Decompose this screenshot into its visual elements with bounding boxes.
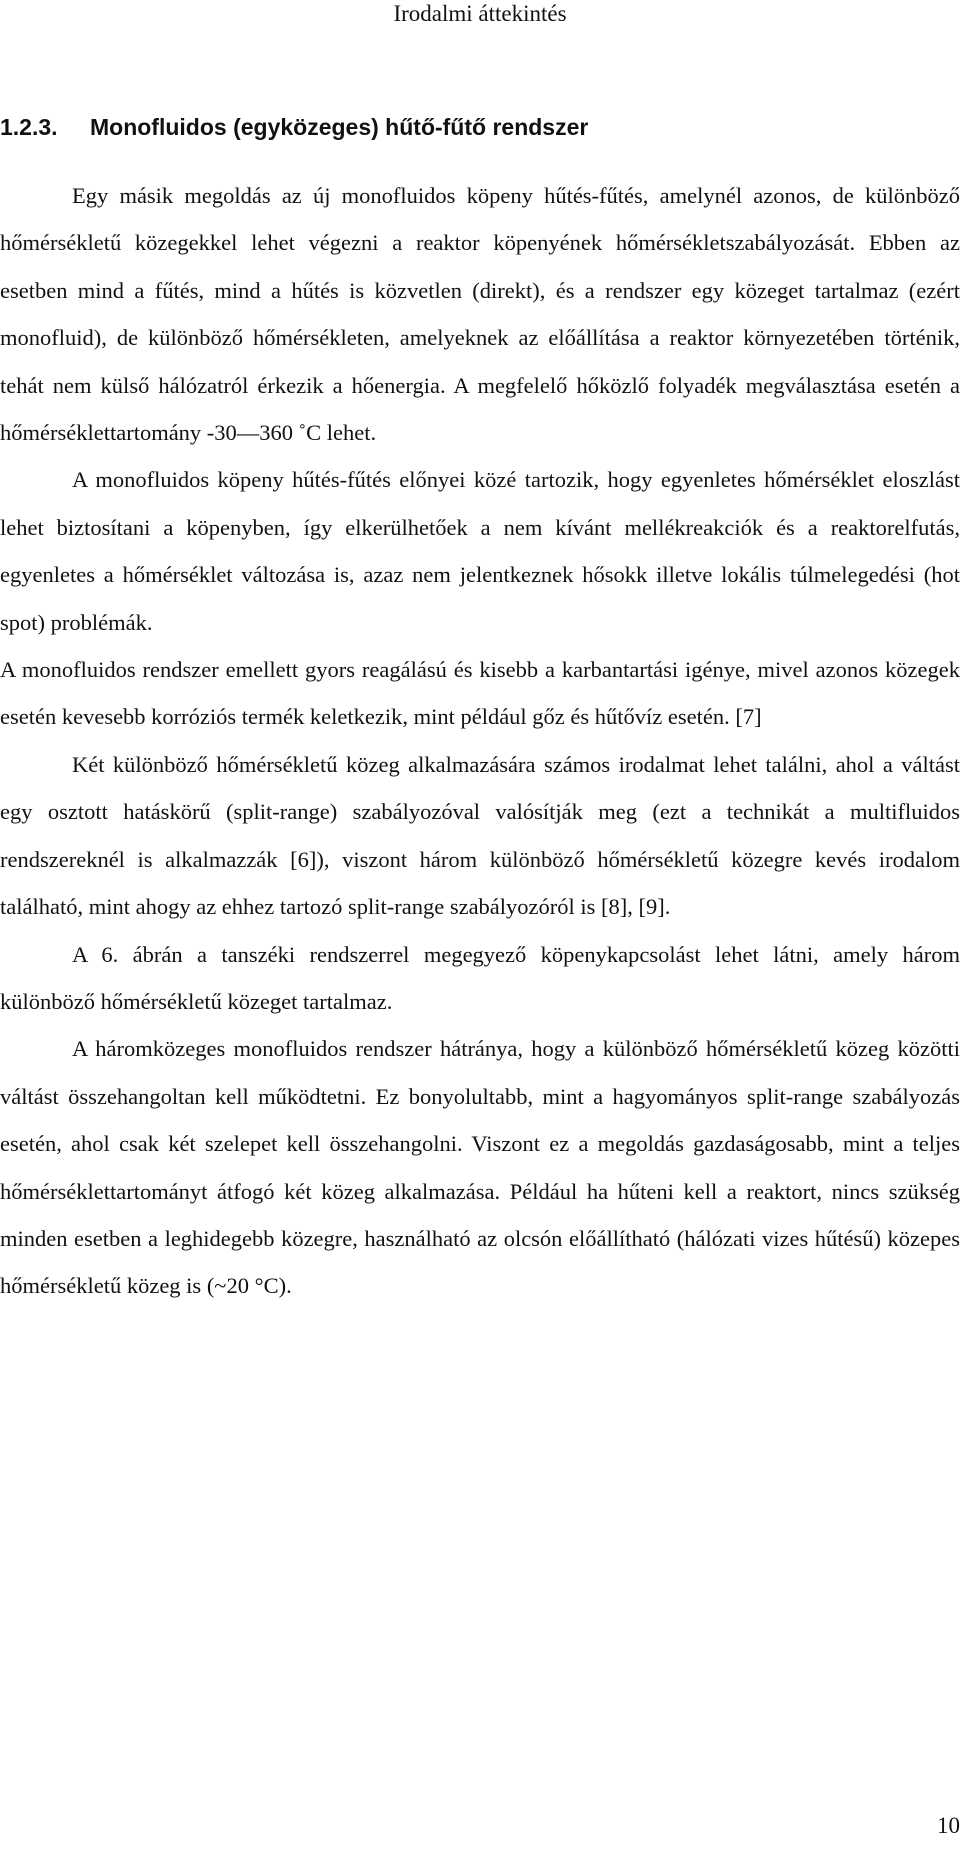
- paragraph: A háromközeges monofluidos rendszer hátránya, hogy a különböző hőmérsékletű közeg közötti váltást összehangoltan kell működtetni. Ez bonyolultabb, mint a hagyományos split-range szabályozás esetén, ahol csak két szelepet kell összehangolni. Viszont ez a megoldás gazdaságosabb, mint a teljes hőmérséklettartományt átfogó két közeg alkalmazása. Például ha hűteni kell a reaktort, nincs szükség minden esetben a leghidegebb közegre, használható az olcsón előállítható (hálózati vizes hűtésű) közepes hőmérsékletű közeg is (~20 °C).: [0, 1036, 960, 1299]
- page-number: 10: [937, 1813, 960, 1838]
- section-title: Monofluidos (egyközeges) hűtő-fűtő rendszer: [90, 114, 589, 140]
- body-text: [0, 172, 960, 1310]
- paragraph: A monofluidos rendszer emellett gyors reagálású és kisebb a karbantartási igénye, mivel azonos közegek esetén kevesebb korróziós termék keletkezik, mint például gőz és hűtővíz esetén. [7]: [0, 657, 960, 730]
- paragraph: Két különböző hőmérsékletű közeg alkalmazására számos irodalmat lehet találni, ahol a váltást egy osztott hatáskörű (split-range) szabályozóval valósítják meg (ezt a technikát a multifluidos rendszereknél is alkalmazzák [6]), viszont három különböző hőmérsékletű közegre kevés irodalom található, mint ahogy az ehhez tartozó split-range szabályozóról is [8], [9].: [0, 751, 960, 920]
- running-header: Irodalmi áttekintés: [393, 1, 567, 26]
- paragraph: A 6. ábrán a tanszéki rendszerrel megegyező köpenykapcsolást lehet látni, amely három különböző hőmérsékletű közeget tartalmaz.: [0, 941, 960, 1014]
- section-heading: [0, 113, 588, 141]
- paragraph: Egy másik megoldás az új monofluidos köpeny hűtés-fűtés, amelynél azonos, de különböző hőmérsékletű közegekkel lehet végezni a reaktor köpenyének hőmérsékletszabályozását. Ebben az esetben mind a fűtés, mind a hűtés is közvetlen (direkt), és a rendszer egy közeget tartalmaz (ezért monofluid), de különböző hőmérsékleten, amelyeknek az előállítása a reaktor környezetében történik, tehát nem külső hálózatról érkezik a hőenergia. A megfelelő hőközlő folyadék megválasztása esetén a hőmérséklettartomány -30—360 ˚C lehet.: [0, 183, 960, 446]
- paragraph: A monofluidos köpeny hűtés-fűtés előnyei közé tartozik, hogy egyenletes hőmérséklet eloszlást lehet biztosítani a köpenyben, így elkerülhetőek a nem kívánt mellékreakciók és a reaktorelfutás, egyenletes a hőmérséklet változása is, azaz nem jelentkeznek hősokk illetve lokális túlmelegedési (hot spot) problémák.: [0, 467, 960, 635]
- section-number: 1.2.3.: [0, 114, 58, 140]
